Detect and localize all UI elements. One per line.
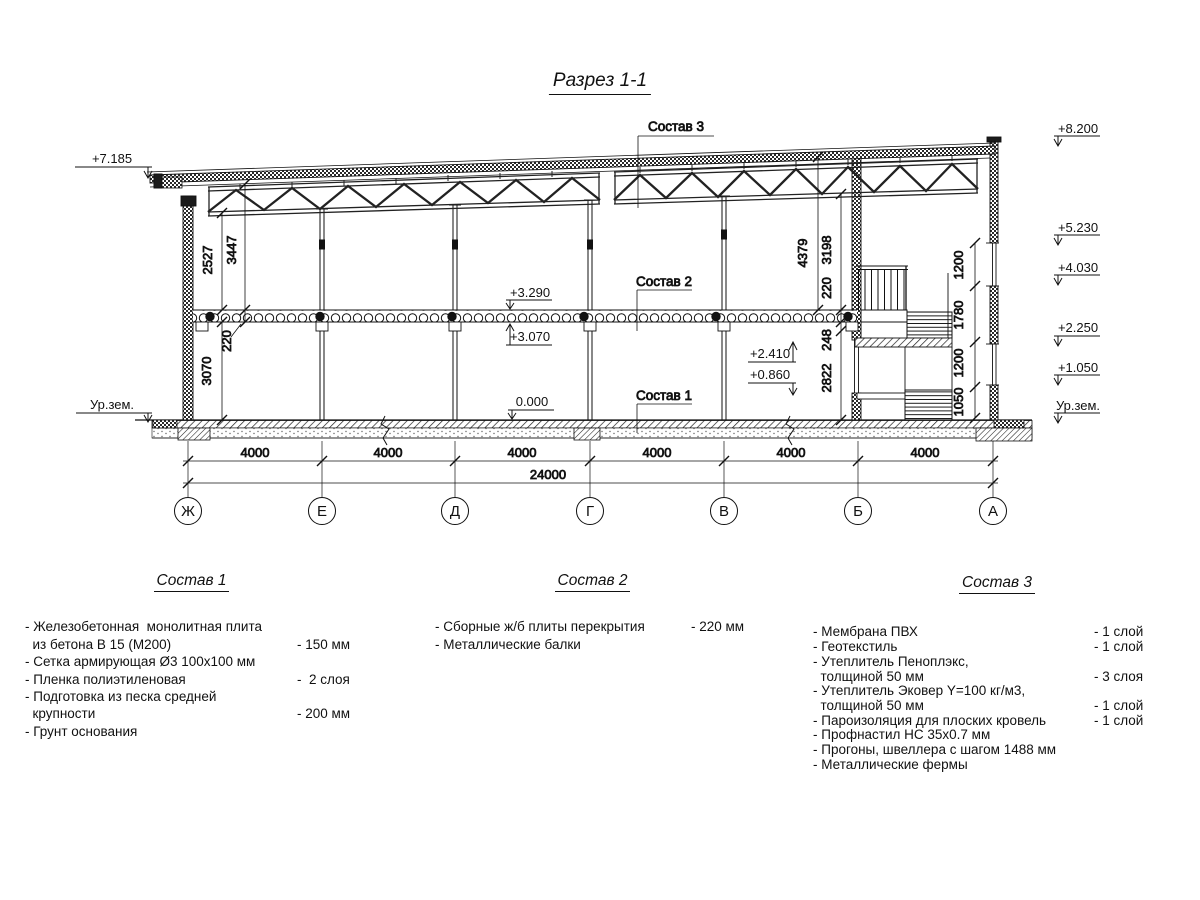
total-dim: 24000 — [529, 467, 567, 482]
dim-220-right: 220 — [819, 277, 834, 299]
column-plate — [588, 240, 593, 249]
ground-slab — [135, 416, 1032, 445]
elev-zero: 0.000 — [515, 394, 549, 409]
upper-flight — [907, 312, 952, 338]
composition-2 — [435, 572, 750, 653]
floor-slab — [193, 310, 858, 331]
wall-a-top — [990, 141, 998, 243]
callout-sostav3: Состав 3 — [648, 119, 704, 134]
dim-4379: 4379 — [795, 238, 810, 268]
elev-right-1: +5.230 — [1057, 220, 1099, 235]
roof-deck — [147, 143, 995, 188]
column-plate — [320, 240, 325, 249]
wall-a-mid — [990, 286, 998, 344]
wall-left — [183, 196, 193, 420]
elev-right-4: +1.050 — [1057, 360, 1099, 375]
composition-3 — [813, 574, 1181, 772]
mid-landing — [855, 338, 952, 347]
staircase — [855, 266, 952, 420]
drawing-title: Разрез 1-1 — [549, 70, 651, 95]
dim-220-left: 220 — [219, 330, 234, 352]
elev-right-3: +2.250 — [1057, 320, 1099, 335]
axis-label-2: Д — [449, 503, 461, 520]
dim-stair-1200b: 1200 — [951, 348, 966, 378]
elev-right-5: Ур.зем. — [1055, 398, 1101, 413]
list-item: - Пароизоляция для плоских кровель - 1 слой — [813, 712, 1144, 728]
footing-mid — [574, 428, 600, 440]
span-dim-5: 4000 — [910, 445, 940, 460]
axis-bubbles — [175, 498, 1007, 525]
dim-stair-1200a: 1200 — [951, 250, 966, 280]
elev-stair-sill: +0.860 — [749, 367, 791, 382]
elev-left-ground: Ур.зем. — [89, 397, 135, 412]
railing-bars — [858, 270, 906, 310]
low-landing — [857, 393, 905, 399]
list-item: - Геотекстиль - 1 слой — [813, 639, 1144, 655]
axis-label-1: Е — [316, 503, 328, 520]
list-item: - Сетка армирующая Ø3 100х100 мм — [25, 654, 256, 670]
lower-flight — [905, 390, 952, 420]
columns — [316, 196, 730, 420]
axis-stems — [188, 441, 993, 497]
span-dim-0: 4000 — [240, 445, 270, 460]
list-item: - Металлические фермы — [813, 756, 968, 772]
dim-3447: 3447 — [224, 235, 239, 265]
list-item: - Мембрана ПВХ - 1 слой — [813, 624, 1144, 640]
right-apron — [994, 420, 1024, 428]
callout-sostav2: Состав 2 — [636, 274, 692, 289]
dim-stair-1050: 1050 — [951, 387, 966, 417]
elev-right-2: +4.030 — [1057, 260, 1099, 275]
list-item: крупности - 200 мм — [25, 706, 351, 722]
footing-right — [976, 428, 1032, 441]
list-item: - Железобетонная монолитная плита — [25, 619, 263, 635]
axis-label-5: Б — [853, 503, 863, 520]
floor-beam — [584, 322, 596, 331]
column-plate — [722, 230, 727, 239]
elev-floor-top: +3.290 — [509, 285, 551, 300]
elev-right-0: +8.200 — [1057, 121, 1099, 136]
dim-248: 248 — [819, 329, 834, 351]
elev-left-roof: +7.185 — [91, 151, 133, 166]
left-apron — [153, 420, 177, 428]
parapet-cap — [987, 137, 1001, 142]
list-item: - Утеплитель Пеноплэкс, — [813, 653, 969, 669]
dim-3198: 3198 — [819, 235, 834, 265]
composition-3-title: Состав 3 — [813, 574, 1181, 591]
elev-stair-head: +2.410 — [749, 346, 791, 361]
callout-sostav1: Состав 1 — [636, 388, 692, 403]
list-item: - Пленка полиэтиленовая - 2 слоя — [25, 671, 350, 687]
list-item: - Утеплитель Эковер Y=100 кг/м3, — [813, 683, 1026, 699]
bottom-dimensions — [183, 441, 998, 497]
axis-label-3: Г — [585, 503, 595, 520]
floor-beam — [196, 322, 208, 331]
composition-1 — [25, 572, 358, 740]
list-item: - Подготовка из песка средней — [25, 689, 217, 705]
axis-label-4: В — [718, 503, 730, 520]
composition-2-title: Состав 2 — [435, 572, 750, 589]
list-item: - Грунт основания — [25, 723, 138, 739]
eaves-plate — [154, 174, 162, 188]
span-dim-3: 4000 — [642, 445, 672, 460]
span-dim-1: 4000 — [373, 445, 403, 460]
axis-label-6: А — [987, 503, 999, 520]
floor-beam — [718, 322, 730, 331]
dim-3070: 3070 — [199, 356, 214, 386]
list-item: из бетона В 15 (М200) - 150 мм — [25, 636, 351, 652]
floor-beam — [449, 322, 461, 331]
dim-stair-1780: 1780 — [951, 300, 966, 330]
floor-beam — [846, 322, 858, 331]
wall-a-bottom — [990, 385, 998, 420]
span-dim-2: 4000 — [507, 445, 537, 460]
floor-beam — [316, 322, 328, 331]
composition-1-title: Состав 1 — [25, 572, 358, 589]
truss-bearing-left — [181, 196, 196, 206]
list-item: толщиной 50 мм - 3 слоя — [813, 668, 1144, 684]
list-item: - Сборные ж/б плиты перекрытия - 220 мм — [435, 619, 745, 635]
list-item: - Прогоны, швеллера с шагом 1488 мм — [813, 742, 1057, 758]
dim-2527: 2527 — [200, 245, 215, 275]
upper-landing — [861, 310, 907, 322]
elev-floor-bottom: +3.070 — [509, 329, 551, 344]
list-item: - Профнастил НС 35х0.7 мм — [813, 727, 991, 743]
axis-label-0: Ж — [181, 503, 195, 520]
list-item: - Металлические балки — [435, 636, 581, 652]
column-plate — [453, 240, 458, 249]
list-item: толщиной 50 мм - 1 слой — [813, 697, 1144, 713]
elev-right-stack — [1054, 121, 1100, 423]
footing-left — [178, 428, 210, 440]
eaves-block — [162, 177, 182, 188]
dim-2822: 2822 — [819, 363, 834, 393]
span-dim-4: 4000 — [776, 445, 806, 460]
